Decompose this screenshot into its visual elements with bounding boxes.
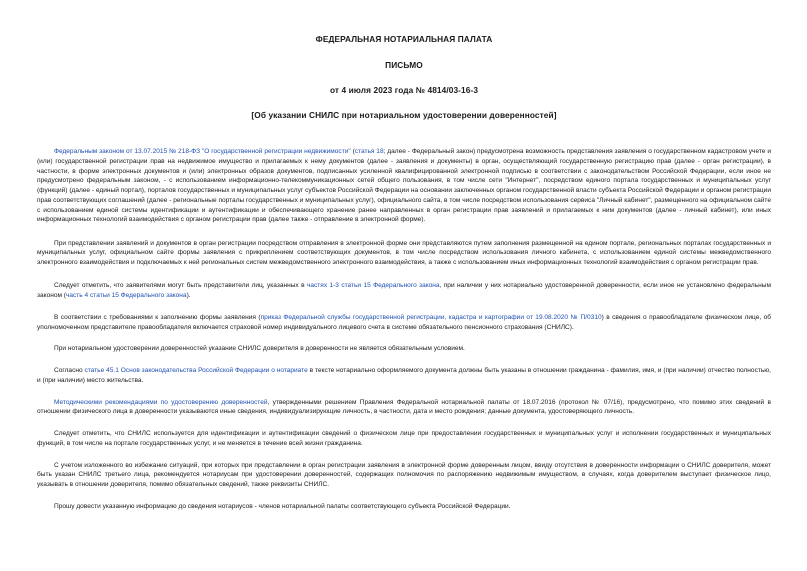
paragraph-1-text-a: (	[350, 148, 355, 155]
paragraph-10: Прошу довести указанную информацию до сведения нотариусов - членов нотариальной палаты соответствующего субъекта Российской Федерации.	[54, 502, 511, 510]
paragraph-4	[37, 313, 771, 333]
paragraph-1	[37, 147, 771, 225]
link-part-4-article-15[interactable]: часть 4 статьи 15 Федерального закона	[65, 292, 187, 299]
link-federal-law-218[interactable]: Федеральным законом от 13.07.2015 № 218-ФЗ "О государственной регистрации недвижимости"	[54, 148, 351, 155]
paragraph-4-text-b: ) в сведения о правообладателе физическом лице, об уполномоченном представителе правообладателя включается страховой номер индивидуального лицевого счета в системе обязательного пенсионного страхования (СНИЛС).	[37, 313, 771, 331]
paragraph-7-text-a: , утвержденными решением Правления Федеральной нотариальной палаты от 18.07.2016 (протокол № 07/16), предусмотрено, что помимо этих сведений в отношении физического лица в доверенности указываются иные сведения, индивидуализирующие личность, в частности, дата и место рождения; данные документа, удостоверяющего личность.	[37, 398, 771, 416]
paragraph-1-text-b: ; далее - Федеральный закон) предусмотрена возможность представления заявления о государственном кадастровом учете и (или) государственной регистрации прав на недвижимое имущество и прилагаемых к нему документов (далее - заявления и документы) в орган, осуществляющий государственную регистрацию прав (далее - орган регистрации), в частности, в форме электронных документов и (или) электронных образов документов, подписанных усиленной квалифицированной электронной подписью в соответствии с законодательством Российской Федерации, если иное не предусмотрено федеральным законом, - с использованием информационно-телекоммуникационных сетей общего пользования, в том числе сети "Интернет", посредством единого портала государственных и муниципальных услуг (функций) (далее - единый портал), порталов государственных и муниципальных услуг субъектов Российской Федерации на основании заключенных органом государственной власти субъекта Российской Федерации и органом регистрации прав соответствующих соглашений (далее - региональные порталы государственных и муниципальных услуг), официального сайта, в том числе посредством использования сервиса "Личный кабинет", размещенного на официальном сайте с использованием единой системы идентификации и аутентификации и обеспечивающего хранение ранее направленных в орган регистрации прав заявлений и прилагаемых к ним документов (далее - личный кабинет), или иных информационных технологий взаимодействия с органом регистрации прав (далее также - отправление в электронной форме).	[37, 148, 771, 224]
paragraph-8: Следует отметить, что СНИЛС используется для идентификации и аутентификации сведений о физическом лице при предоставлении государственных и муниципальных услуг и исполнении государственных и муниципальных функций, в том числе на портале государственных услуг, и не меняется в течение всей жизни гражданина.	[37, 430, 771, 447]
document	[37, 0, 771, 524]
doc-type: ПИСЬМО	[385, 60, 423, 70]
paragraph-6-text-b: в тексте нотариально оформляемого документа должны быть указаны в отношении гражданина - фамилия, имя, и (при наличии) отчество полностью, и (при наличии) место жительства.	[37, 367, 771, 384]
paragraph-4-text-a: В соответствии с требованиями к заполнению формы заявления (	[54, 313, 261, 321]
link-article-45-1-notary[interactable]: статье 45.1 Основ законодательства Российской Федерации о нотариате	[84, 367, 308, 374]
paragraph-3-text-c: ).	[186, 292, 191, 299]
paragraph-9: С учетом изложенного во избежание ситуаций, при которых при представлении в орган регистрации заявления в электронной форме доверенным лицом, ввиду отсутствия в доверенности информации о СНИЛС доверителя, может быть указан СНИЛС третьего лица, рекомендуется нотариусам при удостоверении доверенностей, содержащих полномочия по распоряжению недвижимым имуществом, в случаях, когда доверителем выступает физическое лицо, указывать в отношении доверителя, помимо обязательных сведений, также реквизиты СНИЛС.	[37, 461, 771, 488]
link-methodical-recommendations[interactable]: Методическими рекомендациями по удостоверению доверенностей	[54, 398, 268, 406]
org-title: ФЕДЕРАЛЬНАЯ НОТАРИАЛЬНАЯ ПАЛАТА	[315, 34, 493, 44]
paragraph-3	[37, 281, 771, 301]
paragraph-3-text-b: , при наличии у них нотариально удостоверенной доверенности, если иное не установлено федеральным законом (	[37, 282, 771, 299]
doc-subject: [Об указании СНИЛС при нотариальном удостоверении доверенностей]	[251, 110, 557, 120]
doc-date-number: от 4 июля 2023 года № 4814/03-16-3	[329, 85, 479, 95]
paragraph-5: При нотариальном удостоверении доверенностей указание СНИЛС доверителя в доверенности не является обязательным условием.	[54, 345, 465, 353]
paragraph-3-text-a: Следует отметить, что заявителями могут быть представители лиц, указанных в	[54, 282, 307, 290]
link-parts-1-3-article-15[interactable]: частях 1-3 статьи 15 Федерального закона	[306, 282, 440, 290]
link-rosreestr-order[interactable]: приказ Федеральной службы государственной регистрации, кадастра и картографии от 19.08.2020 № П/0310	[260, 313, 602, 321]
paragraph-6-text-a: Согласно	[54, 367, 85, 374]
link-article-18[interactable]: статья 18	[354, 148, 384, 155]
paragraph-2: При представлении заявлений и документов в орган регистрации посредством отправления в электронной форме они представляются путем заполнения размещенной на едином портале, региональных порталах государственных и муниципальных услуг, официальном сайте формы заявления с прикреплением соответствующих документов, в том числе посредством использования личного кабинета, с использованием единой системы межведомственного электронного взаимодействия и подключаемых к ней региональных систем межведомственного электронного взаимодействия, а также с использованием иных информационных технологий взаимодействия с органом регистрации прав.	[37, 239, 771, 266]
paragraph-6	[37, 366, 771, 386]
paragraph-7	[37, 398, 771, 418]
